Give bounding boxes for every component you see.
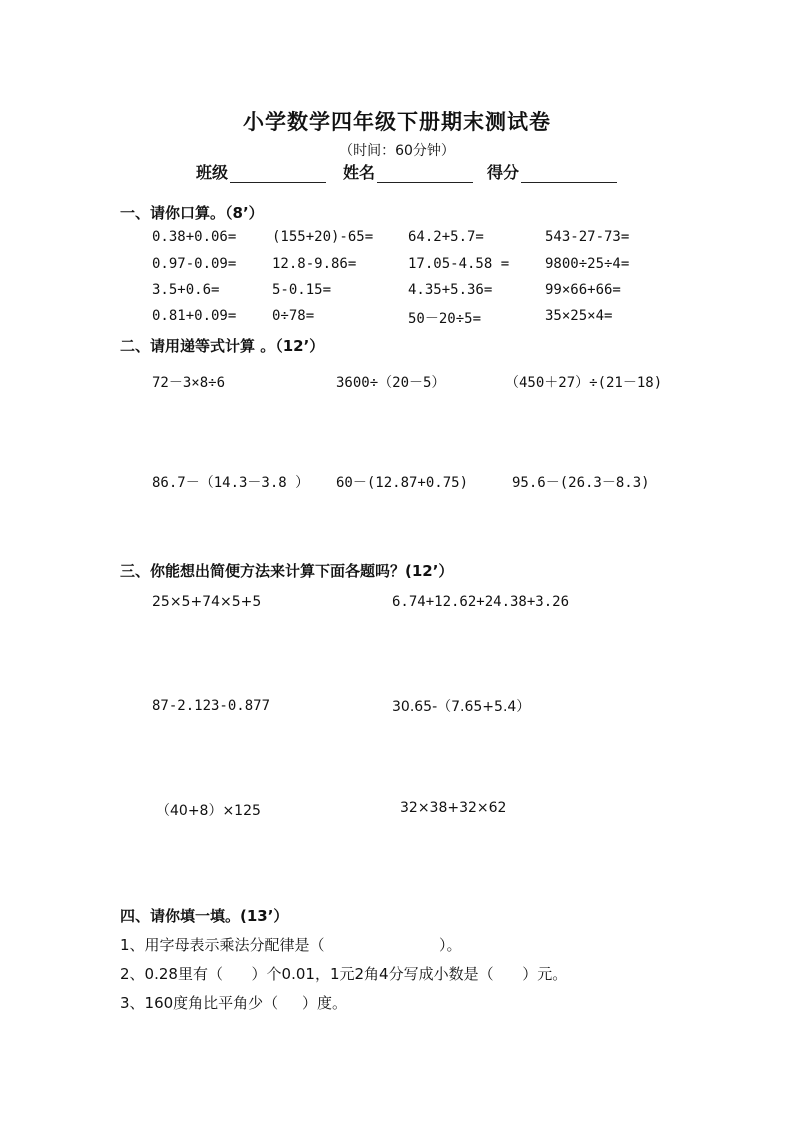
oral-problem: 50－20÷5=: [408, 311, 482, 327]
section4-heading: 四、请你填一填。(13’）: [120, 907, 289, 925]
oral-problem: 99×66+66=: [545, 282, 621, 298]
fill-blank-item: 1、用字母表示乘法分配律是（ ）。: [120, 936, 462, 954]
score-field: [487, 160, 617, 183]
stepwise-problem: 86.7－（14.3－3.8 ）: [152, 475, 310, 491]
section3-heading: 三、你能想出简便方法来计算下面各题吗？(12’）: [120, 562, 454, 580]
oral-problem: 9800÷25÷4=: [545, 256, 630, 272]
section1-heading: 一、请你口算。（8’）: [120, 204, 264, 222]
class-blank[interactable]: [230, 165, 326, 183]
oral-problem: 543-27-73=: [545, 229, 630, 245]
simplify-problem: （40+8）×125: [156, 803, 261, 819]
stepwise-problem: （450＋27）÷(21－18): [505, 375, 663, 391]
simplify-problem: 6.74+12.62+24.38+3.26: [392, 594, 570, 610]
oral-problem: 0.38+0.06=: [152, 229, 237, 245]
simplify-problem: 25×5+74×5+5: [152, 594, 262, 610]
stepwise-problem: 72－3×8÷6: [152, 375, 226, 391]
oral-problem: 35×25×4=: [545, 308, 613, 324]
oral-problem: 0.97-0.09=: [152, 256, 237, 272]
simplify-problem: 32×38+32×62: [400, 800, 507, 816]
stepwise-problem: 60－(12.87+0.75): [336, 475, 469, 491]
stepwise-problem: 3600÷（20－5）: [336, 375, 446, 391]
oral-problem: 4.35+5.36=: [408, 282, 493, 298]
simplify-problem: 87-2.123-0.877: [152, 698, 271, 714]
page-title: 小学数学四年级下册期末测试卷: [243, 109, 551, 134]
name-field: [343, 160, 473, 183]
oral-problem: 64.2+5.7=: [408, 229, 484, 245]
oral-problem: 0.81+0.09=: [152, 308, 237, 324]
score-blank[interactable]: [521, 165, 617, 183]
simplify-problem: 30.65-（7.65+5.4）: [392, 699, 531, 715]
fill-blank-item: 3、160度角比平角少（ ）度。: [120, 994, 348, 1012]
oral-problem: (155+20)-65=: [272, 229, 374, 245]
oral-problem: 0÷78=: [272, 308, 315, 324]
oral-problem: 5-0.15=: [272, 282, 332, 298]
time-limit: （时间：60分钟）: [339, 143, 455, 159]
oral-problem: 17.05-4.58 =: [408, 256, 510, 272]
score-label: 得分: [487, 163, 520, 182]
class-label: 班级: [196, 163, 229, 182]
name-blank[interactable]: [377, 165, 473, 183]
class-field: [196, 160, 326, 183]
name-label: 姓名: [343, 163, 376, 182]
stepwise-problem: 95.6－(26.3－8.3): [512, 475, 650, 491]
oral-problem: 3.5+0.6=: [152, 282, 220, 298]
fill-blank-item: 2、0.28里有（ ）个0.01，1元2角4分写成小数是（ ）元。: [120, 965, 568, 983]
oral-problem: 12.8-9.86=: [272, 256, 357, 272]
section2-heading: 二、请用递等式计算 。（12’）: [120, 337, 325, 355]
